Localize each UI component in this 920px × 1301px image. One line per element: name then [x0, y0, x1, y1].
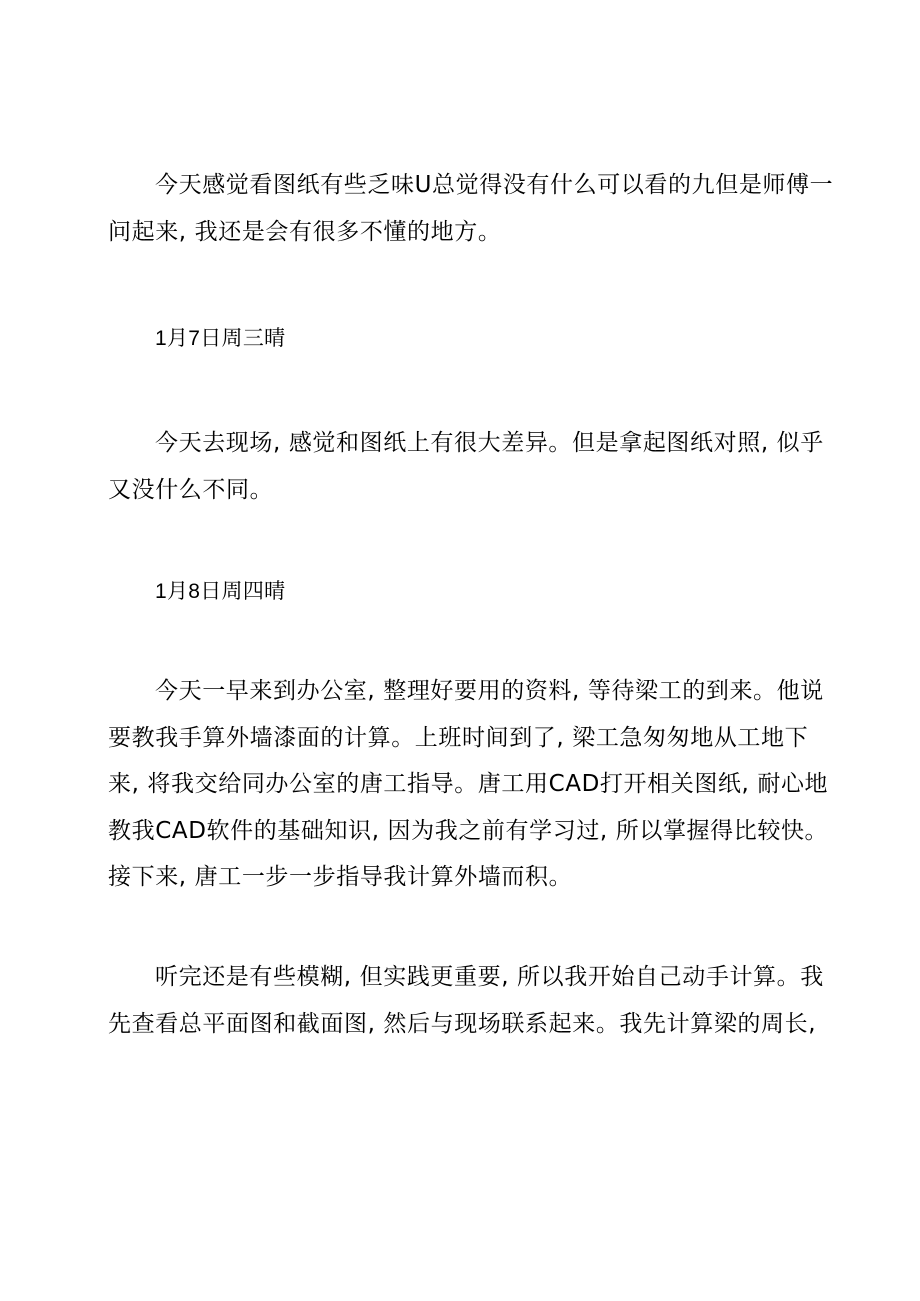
paragraph-line: 教我CAD软件的基础知识, 因为我之前有学习过, 所以掌握得比较快。 [108, 817, 829, 844]
paragraph-line: 问起来, 我还是会有很多不懂的地方。 [108, 218, 502, 245]
paragraph-2 [108, 420, 824, 513]
paragraph-line: 今天去现场, 感觉和图纸上有很大差异。但是拿起图纸对照, 似乎 [155, 430, 824, 456]
paragraph-line: 今天一早来到办公室, 整理好要用的资料, 等待梁工的到来。他说 [155, 678, 824, 704]
paragraph-line: 来, 将我交给同办公室的唐工指导。唐工用CAD打开相关图纸, 耐心地 [108, 771, 829, 797]
paragraph-4 [108, 954, 824, 1047]
paragraph-line: 听完还是有些模糊, 但实践更重要, 所以我开始自己动手计算。我 [155, 964, 824, 990]
date-heading-jan-7: 1月7日周三晴 [155, 327, 286, 350]
paragraph-line: 又没什么不同。 [108, 476, 274, 503]
paragraph-line: 今天感觉看图纸有些乏味U总觉得没有什么可以看的九但是师傅一 [155, 172, 834, 198]
paragraph-line: 要教我手算外墙漆面的计算。上班时间到了, 梁工急匆匆地从工地下 [108, 724, 809, 751]
date-heading-jan-8: 1月8日周四晴 [155, 580, 286, 603]
paragraph-1 [108, 162, 834, 255]
paragraph-line: 接下来, 唐工一步一步指导我计算外墙而积。 [108, 864, 573, 890]
paragraph-line: 先查看总平面图和截面图, 然后与现场联系起来。我先计算梁的周长, [108, 1010, 817, 1037]
paragraph-3 [108, 668, 829, 901]
